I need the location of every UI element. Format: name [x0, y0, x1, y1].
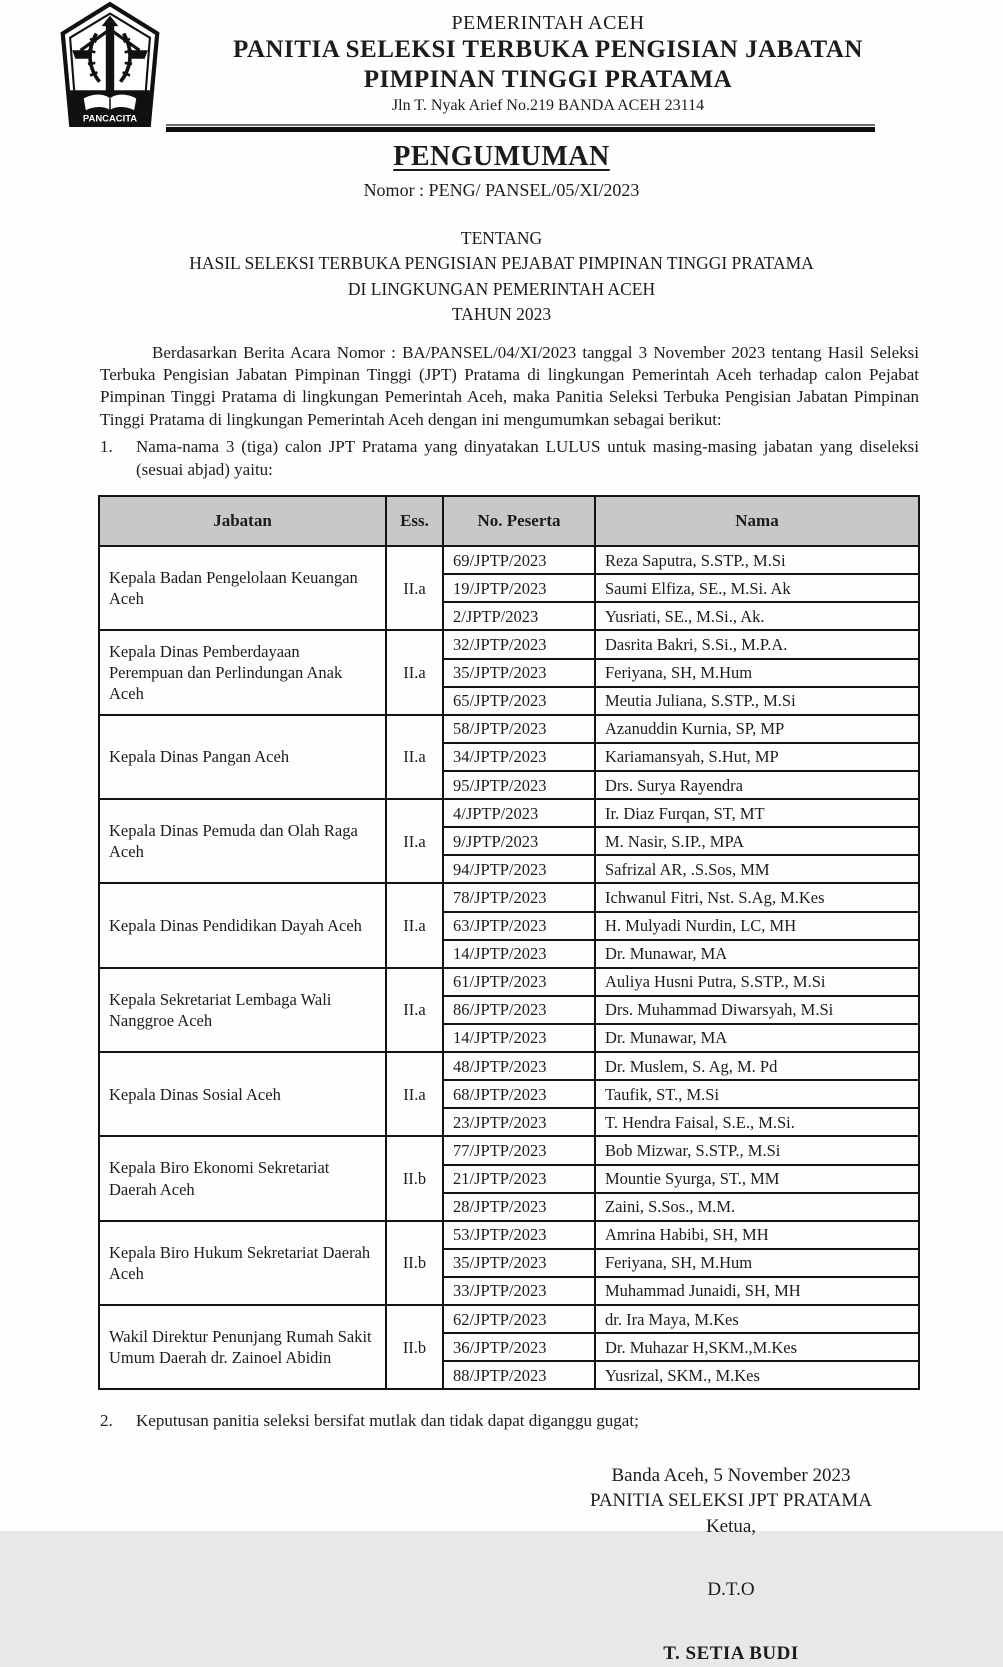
table-row [99, 546, 919, 574]
participant-number-cell: 23/JPTP/2023 [443, 1108, 595, 1136]
logo-banner-text: PANCACITA [82, 113, 138, 125]
committee-name-line2: PIMPINAN TINGGI PRATAMA [363, 66, 733, 93]
participant-name-cell: dr. Ira Maya, M.Kes [595, 1305, 919, 1333]
committee-name-line1: PANITIA SELEKSI TERBUKA PENGISIAN JABATAN [233, 36, 863, 63]
jabatan-cell: Kepala Dinas Sosial Aceh [99, 1052, 386, 1136]
participant-name-cell: Dr. Munawar, MA [595, 940, 919, 968]
participant-name-cell: Bob Mizwar, S.STP., M.Si [595, 1136, 919, 1164]
participant-name-cell: Yusriati, SE., M.Si., Ak. [595, 602, 919, 630]
letterhead-text [178, 12, 918, 115]
participant-name-cell: Saumi Elfiza, SE., M.Si. Ak [595, 574, 919, 602]
participant-name-cell: Dr. Muslem, S. Ag, M. Pd [595, 1052, 919, 1080]
column-header: Ess. [386, 496, 443, 546]
opening-paragraph: Berdasarkan Berita Acara Nomor : BA/PANSEL/04/XI/2023 tanggal 3 November 2023 tentang Hasil Seleksi Terbuka Pengisian Jabatan Pimpinan Tinggi (JPT) Pratama di lingkungan Pemerintah Aceh terhadap calon Pejabat Pimpinan Tinggi Pratama di lingkungan Pemerintah Aceh, maka Panitia Seleksi Terbuka Pengisian Jabatan Pimpinan Tinggi Pratama di lingkungan Pemerintah Aceh dengan ini mengumumkan sebagai berikut: [100, 342, 919, 429]
eselon-cell: II.a [386, 630, 443, 714]
participant-name-cell: Dasrita Bakri, S.Si., M.P.A. [595, 630, 919, 658]
list-item-1-text: Nama-nama 3 (tiga) calon JPT Pratama yang dinyatakan LULUS untuk masing-masing jabatan yang diseleksi (sesuai abjad) yaitu: [136, 437, 919, 479]
column-header: Jabatan [99, 496, 386, 546]
eselon-cell: II.a [386, 715, 443, 799]
participant-number-cell: 2/JPTP/2023 [443, 602, 595, 630]
table-row [99, 630, 919, 658]
signature-dto: D.T.O [707, 1578, 755, 1600]
result-table [98, 495, 920, 1390]
document-number: Nomor : PENG/ PANSEL/05/XI/2023 [363, 180, 640, 200]
participant-number-cell: 34/JPTP/2023 [443, 743, 595, 771]
participant-name-cell: Drs. Muhammad Diwarsyah, M.Si [595, 996, 919, 1024]
column-header: No. Peserta [443, 496, 595, 546]
subject-line1: HASIL SELEKSI TERBUKA PENGISIAN PEJABAT PIMPINAN TINGGI PRATAMA [189, 253, 814, 274]
participant-number-cell: 78/JPTP/2023 [443, 883, 595, 911]
participant-number-cell: 77/JPTP/2023 [443, 1136, 595, 1164]
participant-number-cell: 63/JPTP/2023 [443, 912, 595, 940]
government-name: PEMERINTAH ACEH [451, 12, 645, 34]
table-header-row [99, 496, 919, 546]
jabatan-cell: Kepala Sekretariat Lembaga Wali Nanggroe Aceh [99, 968, 386, 1052]
eselon-cell: II.a [386, 546, 443, 630]
participant-number-cell: 86/JPTP/2023 [443, 996, 595, 1024]
participant-number-cell: 21/JPTP/2023 [443, 1165, 595, 1193]
participant-name-cell: Ir. Diaz Furqan, ST, MT [595, 799, 919, 827]
signature-committee: PANITIA SELEKSI JPT PRATAMA [590, 1490, 872, 1512]
signature-place-date: Banda Aceh, 5 November 2023 [611, 1464, 851, 1486]
table-row [99, 883, 919, 911]
participant-name-cell: Muhammad Junaidi, SH, MH [595, 1277, 919, 1305]
coat-of-arms-icon [56, 2, 164, 128]
participant-name-cell: Auliya Husni Putra, S.STP., M.Si [595, 968, 919, 996]
letterhead-address: Jln T. Nyak Arief No.219 BANDA ACEH 23114 [391, 97, 705, 114]
participant-name-cell: T. Hendra Faisal, S.E., M.Si. [595, 1108, 919, 1136]
list-item-1 [100, 436, 919, 481]
participant-number-cell: 33/JPTP/2023 [443, 1277, 595, 1305]
column-header: Nama [595, 496, 919, 546]
list-item-1-number: 1. [100, 437, 113, 457]
participant-name-cell: Meutia Juliana, S.STP., M.Si [595, 687, 919, 715]
participant-name-cell: Safrizal AR, .S.Sos, MM [595, 855, 919, 883]
subject-line3: TAHUN 2023 [451, 304, 552, 325]
participant-number-cell: 14/JPTP/2023 [443, 940, 595, 968]
participant-number-cell: 9/JPTP/2023 [443, 827, 595, 855]
list-item-2-text: Keputusan panitia seleksi bersifat mutlak dan tidak dapat diganggu gugat; [136, 1411, 639, 1431]
participant-number-cell: 48/JPTP/2023 [443, 1052, 595, 1080]
jabatan-cell: Kepala Dinas Pemberdayaan Perempuan dan Perlindungan Anak Aceh [99, 630, 386, 714]
table-row [99, 715, 919, 743]
table-row [99, 1221, 919, 1249]
table-row [99, 1305, 919, 1333]
participant-name-cell: Yusrizal, SKM., M.Kes [595, 1361, 919, 1389]
table-row [99, 1136, 919, 1164]
table-row [99, 1052, 919, 1080]
participant-name-cell: Zaini, S.Sos., M.M. [595, 1193, 919, 1221]
eselon-cell: II.b [386, 1136, 443, 1220]
participant-number-cell: 68/JPTP/2023 [443, 1080, 595, 1108]
participant-number-cell: 35/JPTP/2023 [443, 659, 595, 687]
subject-block [0, 226, 1003, 328]
table-body [99, 546, 919, 1389]
participant-number-cell: 32/JPTP/2023 [443, 630, 595, 658]
participant-number-cell: 62/JPTP/2023 [443, 1305, 595, 1333]
jabatan-cell: Kepala Biro Ekonomi Sekretariat Daerah Aceh [99, 1136, 386, 1220]
participant-name-cell: Reza Saputra, S.STP., M.Si [595, 546, 919, 574]
participant-name-cell: Amrina Habibi, SH, MH [595, 1221, 919, 1249]
table-row [99, 968, 919, 996]
participant-number-cell: 14/JPTP/2023 [443, 1024, 595, 1052]
eselon-cell: II.b [386, 1305, 443, 1389]
participant-name-cell: Drs. Surya Rayendra [595, 771, 919, 799]
signature-name: T. SETIA BUDI [663, 1643, 799, 1665]
letterhead [0, 0, 1003, 125]
eselon-cell: II.a [386, 883, 443, 967]
document-title: PENGUMUMAN [393, 141, 610, 172]
participant-number-cell: 4/JPTP/2023 [443, 799, 595, 827]
participant-name-cell: Mountie Syurga, ST., MM [595, 1165, 919, 1193]
jabatan-cell: Kepala Dinas Pendidikan Dayah Aceh [99, 883, 386, 967]
participant-number-cell: 61/JPTP/2023 [443, 968, 595, 996]
table-row [99, 799, 919, 827]
participant-name-cell: Taufik, ST., M.Si [595, 1080, 919, 1108]
list-item-2-number: 2. [100, 1411, 113, 1431]
participant-number-cell: 95/JPTP/2023 [443, 771, 595, 799]
subject-line2: DI LINGKUNGAN PEMERINTAH ACEH [347, 278, 656, 299]
jabatan-cell: Kepala Biro Hukum Sekretariat Daerah Aceh [99, 1221, 386, 1305]
participant-number-cell: 94/JPTP/2023 [443, 855, 595, 883]
jabatan-cell: Wakil Direktur Penunjang Rumah Sakit Umum Daerah dr. Zainoel Abidin [99, 1305, 386, 1389]
jabatan-cell: Kepala Dinas Pemuda dan Olah Raga Aceh [99, 799, 386, 883]
participant-name-cell: Feriyana, SH, M.Hum [595, 1249, 919, 1277]
participant-name-cell: M. Nasir, S.IP., MPA [595, 827, 919, 855]
participant-number-cell: 28/JPTP/2023 [443, 1193, 595, 1221]
letterhead-divider [166, 124, 875, 132]
participant-number-cell: 58/JPTP/2023 [443, 715, 595, 743]
participant-number-cell: 53/JPTP/2023 [443, 1221, 595, 1249]
participant-name-cell: Ichwanul Fitri, Nst. S.Ag, M.Kes [595, 883, 919, 911]
eselon-cell: II.a [386, 968, 443, 1052]
participant-name-cell: H. Mulyadi Nurdin, LC, MH [595, 912, 919, 940]
jabatan-cell: Kepala Dinas Pangan Aceh [99, 715, 386, 799]
participant-number-cell: 36/JPTP/2023 [443, 1333, 595, 1361]
list-item-2 [100, 1410, 919, 1432]
subject-tentang: TENTANG [460, 228, 543, 248]
participant-name-cell: Kariamansyah, S.Hut, MP [595, 743, 919, 771]
eselon-cell: II.b [386, 1221, 443, 1305]
participant-number-cell: 65/JPTP/2023 [443, 687, 595, 715]
participant-name-cell: Feriyana, SH, M.Hum [595, 659, 919, 687]
aceh-pancacita-logo [56, 2, 164, 128]
participant-name-cell: Dr. Munawar, MA [595, 1024, 919, 1052]
participant-number-cell: 69/JPTP/2023 [443, 546, 595, 574]
signature-block [545, 1463, 917, 1667]
participant-number-cell: 88/JPTP/2023 [443, 1361, 595, 1389]
jabatan-cell: Kepala Badan Pengelolaan Keuangan Aceh [99, 546, 386, 630]
eselon-cell: II.a [386, 1052, 443, 1136]
participant-number-cell: 35/JPTP/2023 [443, 1249, 595, 1277]
eselon-cell: II.a [386, 799, 443, 883]
participant-name-cell: Azanuddin Kurnia, SP, MP [595, 715, 919, 743]
participant-name-cell: Dr. Muhazar H,SKM.,M.Kes [595, 1333, 919, 1361]
participant-number-cell: 19/JPTP/2023 [443, 574, 595, 602]
signature-role: Ketua, [705, 1516, 757, 1538]
